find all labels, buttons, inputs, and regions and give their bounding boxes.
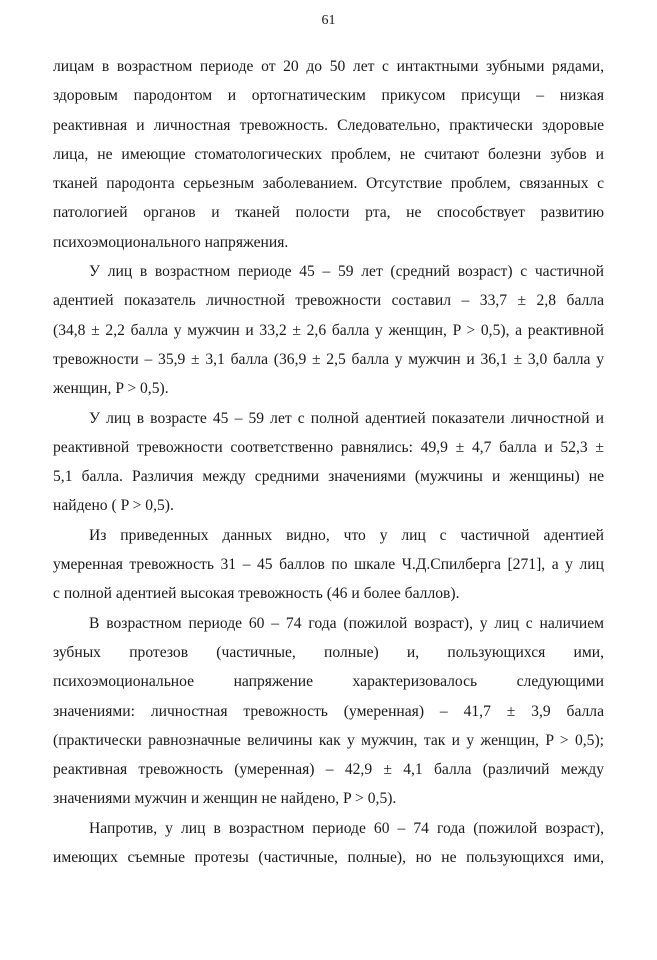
text-line: значениями: личностная тревожность (умеренная) – 41,7 ± 3,9 балла [53, 702, 604, 720]
text-line: найдено ( P > 0,5). [53, 497, 174, 515]
text-line: имеющих съемные протезы (частичные, полные), но не пользующихся ими, [53, 849, 604, 867]
text-line: патологией органов и тканей полости рта, не способствует развитию [53, 204, 604, 222]
text-line: значениями мужчин и женщин не найдено, P > 0,5). [53, 790, 397, 808]
text-line: психоэмоциональное напряжение характеризовалось следующими [53, 673, 604, 691]
text-line: тревожности – 35,9 ± 3,1 балла (36,9 ± 2,5 балла у мужчин и 36,1 ± 3,0 балла у [53, 350, 604, 368]
text-line: зубных протезов (частичные, полные) и, пользующихся ими, [53, 643, 604, 661]
text-line: тканей пародонта серьезным заболеванием. Отсутствие проблем, связанных с [53, 175, 604, 193]
text-line: адентией показатель личностной тревожности составил – 33,7 ± 2,8 балла [53, 292, 604, 310]
text-line: лицам в возрастном периоде от 20 до 50 лет с интактными зубными рядами, [53, 58, 604, 75]
paragraph [53, 609, 604, 814]
text-line: с полной адентией высокая тревожность (46 и более баллов). [53, 585, 460, 603]
text-line: реактивной тревожности соответственно равнялись: 49,9 ± 4,7 балла и 52,3 ± [53, 438, 604, 456]
text-line: лица, не имеющие стоматологических проблем, не считают болезни зубов и [53, 145, 604, 163]
text-line: У лиц в возрасте 45 – 59 лет с полной адентией показатели личностной и [89, 409, 604, 427]
text-line: женщин, P > 0,5). [53, 380, 169, 398]
paragraph [53, 404, 604, 521]
text-line: реактивная и личностная тревожность. Следовательно, практически здоровые [53, 116, 604, 134]
text-line: У лиц в возрастном периоде 45 – 59 лет (средний возраст) с частичной [89, 263, 604, 281]
text-line: умеренная тревожность 31 – 45 баллов по шкале Ч.Д.Спилберга [271], а у лиц [53, 556, 604, 574]
paragraph [53, 521, 604, 609]
text-line: (практически равнозначные величины как у мужчин, так и у женщин, P > 0,5); [53, 731, 604, 749]
paragraph [53, 257, 604, 403]
paragraph [53, 814, 604, 873]
text-line: психоэмоционального напряжения. [53, 233, 289, 251]
text-line: реактивная тревожность (умеренная) – 42,9 ± 4,1 балла (различий между [53, 761, 604, 779]
text-line: (34,8 ± 2,2 балла у мужчин и 33,2 ± 2,6 балла у женщин, P > 0,5), а реактивной [53, 321, 604, 339]
document-body [53, 52, 604, 872]
paragraph [53, 52, 604, 257]
text-line: Из приведенных данных видно, что у лиц с частичной адентией [89, 526, 604, 544]
page-number: 61 [321, 13, 336, 28]
text-line: Напротив, у лиц в возрастном периоде 60 – 74 года (пожилой возраст), [89, 819, 604, 837]
text-line: В возрастном периоде 60 – 74 года (пожилой возраст), у лиц с наличием [89, 614, 604, 632]
text-line: 5,1 балла. Различия между средними значениями (мужчины и женщины) не [53, 468, 604, 486]
text-line: здоровым пародонтом и ортогнатическим прикусом присущи – низкая [53, 87, 604, 105]
